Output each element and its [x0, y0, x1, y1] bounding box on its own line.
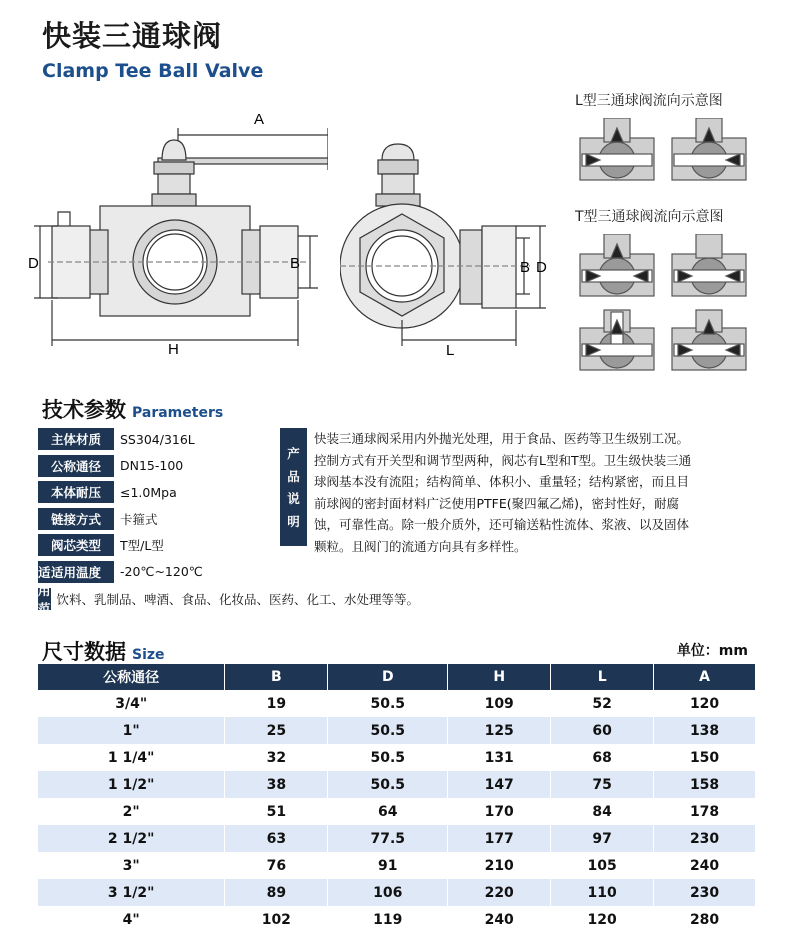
desc-line: 颗粒。且阀门的流通方向具有多样性。: [314, 538, 527, 554]
size-cell: 1 1/2": [38, 771, 225, 798]
svg-text:B: B: [520, 259, 531, 276]
size-row: [38, 852, 755, 879]
l-type-flow-diagram: [578, 118, 750, 194]
size-table: [38, 664, 755, 933]
params-title-en: Parameters: [132, 405, 224, 421]
size-cell: 178: [654, 798, 755, 825]
param-row: [38, 561, 276, 583]
size-cell: 3 1/2": [38, 879, 225, 906]
param-label: 阀芯类型: [38, 534, 114, 556]
size-row: [38, 744, 755, 771]
param-value: -20℃~120℃: [120, 564, 203, 580]
side-view-drawing: [340, 140, 560, 360]
size-cell: 125: [448, 717, 551, 744]
size-cell: 138: [654, 717, 755, 744]
param-value: SS304/316L: [120, 431, 195, 447]
size-cell: 19: [225, 690, 328, 717]
size-cell: 2 1/2": [38, 825, 225, 852]
svg-text:D: D: [536, 259, 547, 276]
desc-label-char: 产: [287, 446, 300, 462]
svg-text:L: L: [446, 342, 455, 359]
size-row: [38, 690, 755, 717]
size-col-header: H: [448, 664, 551, 690]
size-cell: 240: [448, 906, 551, 933]
size-cell: 50.5: [328, 771, 448, 798]
param-row: [38, 455, 276, 477]
size-cell: 84: [551, 798, 654, 825]
param-row: [38, 508, 276, 530]
size-heading: [42, 636, 165, 666]
size-cell: 102: [225, 906, 328, 933]
t-type-caption: T型三通球阀流向示意图: [575, 209, 724, 225]
size-cell: 50.5: [328, 717, 448, 744]
size-cell: 63: [225, 825, 328, 852]
size-title-en: Size: [132, 647, 165, 663]
param-label: 链接方式: [38, 508, 114, 530]
size-cell: 109: [448, 690, 551, 717]
size-cell: 50.5: [328, 690, 448, 717]
desc-line: 前球阀的密封面材料广泛使用PTFE(聚四氟乙烯)，密封性好，耐腐: [314, 495, 680, 511]
size-cell: 170: [448, 798, 551, 825]
size-cell: 50.5: [328, 744, 448, 771]
size-cell: 38: [225, 771, 328, 798]
size-cell: 51: [225, 798, 328, 825]
size-cell: 150: [654, 744, 755, 771]
param-row: [38, 481, 276, 503]
size-cell: 280: [654, 906, 755, 933]
size-cell: 3/4": [38, 690, 225, 717]
l-type-caption: L型三通球阀流向示意图: [575, 93, 723, 109]
size-col-header: B: [225, 664, 328, 690]
size-cell: 131: [448, 744, 551, 771]
size-row: [38, 771, 755, 798]
size-cell: 230: [654, 879, 755, 906]
desc-line: 蚀，可靠性高。除一般介质外，还可输送粘性流体、浆液、以及固体: [314, 517, 690, 532]
svg-text:A: A: [254, 111, 265, 128]
param-value: DN15-100: [120, 458, 184, 474]
size-cell: 4": [38, 906, 225, 933]
size-cell: 120: [654, 690, 755, 717]
size-row: [38, 717, 755, 744]
param-label: 适用温度: [38, 561, 114, 583]
size-row: [38, 825, 755, 852]
size-cell: 3": [38, 852, 225, 879]
desc-line: 球阀基本没有流阻；结构简单、体积小、重量轻；结构紧密，而且目: [314, 474, 690, 489]
param-value: T型/L型: [120, 538, 164, 554]
params-title: 技术参数: [42, 398, 126, 422]
desc-label-char: 说: [287, 491, 300, 507]
param-row: [38, 582, 420, 634]
size-cell: 147: [448, 771, 551, 798]
size-cell: 230: [654, 825, 755, 852]
size-cell: 177: [448, 825, 551, 852]
size-cell: 64: [328, 798, 448, 825]
param-label: 公称通径: [38, 455, 114, 477]
size-row: [38, 906, 755, 933]
size-cell: 25: [225, 717, 328, 744]
params-heading: [42, 394, 223, 424]
size-cell: 60: [551, 717, 654, 744]
param-row: [38, 428, 276, 450]
size-cell: 2": [38, 798, 225, 825]
param-value: 饮料、乳制品、啤酒、食品、化妆品、医药、化工、水处理等等。: [56, 591, 420, 607]
page-title: 快装三通球阀: [42, 19, 223, 53]
svg-text:D: D: [28, 255, 39, 272]
params-list: [38, 428, 420, 634]
size-cell: 75: [551, 771, 654, 798]
size-cell: 158: [654, 771, 755, 798]
desc-line: 控制方式有开关型和调节型两种，阀芯有L型和T型。卫生级快装三通: [314, 452, 692, 468]
page-subtitle: Clamp Tee Ball Valve: [42, 60, 264, 82]
size-cell: 119: [328, 906, 448, 933]
desc-line: 快装三通球阀采用内外抛光处理，用于食品、医药等卫生级别工况。: [314, 431, 690, 446]
size-cell: 89: [225, 879, 328, 906]
unit-label: 单位：mm: [676, 643, 748, 659]
size-cell: 32: [225, 744, 328, 771]
size-table-header: [38, 664, 755, 690]
param-value: ≤1.0Mpa: [120, 484, 177, 500]
t-type-flow-diagram: [578, 234, 750, 380]
param-label: 主体材质: [38, 428, 114, 450]
product-desc-label: [280, 428, 307, 546]
size-cell: 220: [448, 879, 551, 906]
size-cell: 1": [38, 717, 225, 744]
size-cell: 77.5: [328, 825, 448, 852]
param-label: 用范围: [38, 582, 51, 634]
size-row: [38, 798, 755, 825]
size-cell: 105: [551, 852, 654, 879]
svg-text:H: H: [168, 341, 179, 358]
svg-text:B: B: [290, 255, 301, 272]
size-row: [38, 879, 755, 906]
size-cell: 1 1/4": [38, 744, 225, 771]
param-label: 本体耐压: [38, 481, 114, 503]
size-cell: 97: [551, 825, 654, 852]
size-cell: 110: [551, 879, 654, 906]
size-col-header: 公称通径: [38, 664, 225, 690]
size-cell: 120: [551, 906, 654, 933]
param-row: [38, 534, 276, 556]
size-cell: 76: [225, 852, 328, 879]
desc-label-char: 明: [287, 513, 300, 529]
size-cell: 91: [328, 852, 448, 879]
size-cell: 210: [448, 852, 551, 879]
size-col-header: L: [551, 664, 654, 690]
size-col-header: D: [328, 664, 448, 690]
param-value: 卡箍式: [120, 511, 158, 527]
size-cell: 68: [551, 744, 654, 771]
size-col-header: A: [654, 664, 755, 690]
desc-label-char: 品: [287, 468, 300, 484]
size-cell: 106: [328, 879, 448, 906]
size-cell: 240: [654, 852, 755, 879]
size-title: 尺寸数据: [42, 640, 126, 664]
size-cell: 52: [551, 690, 654, 717]
product-description: [314, 428, 754, 557]
front-view-drawing: [28, 100, 328, 360]
